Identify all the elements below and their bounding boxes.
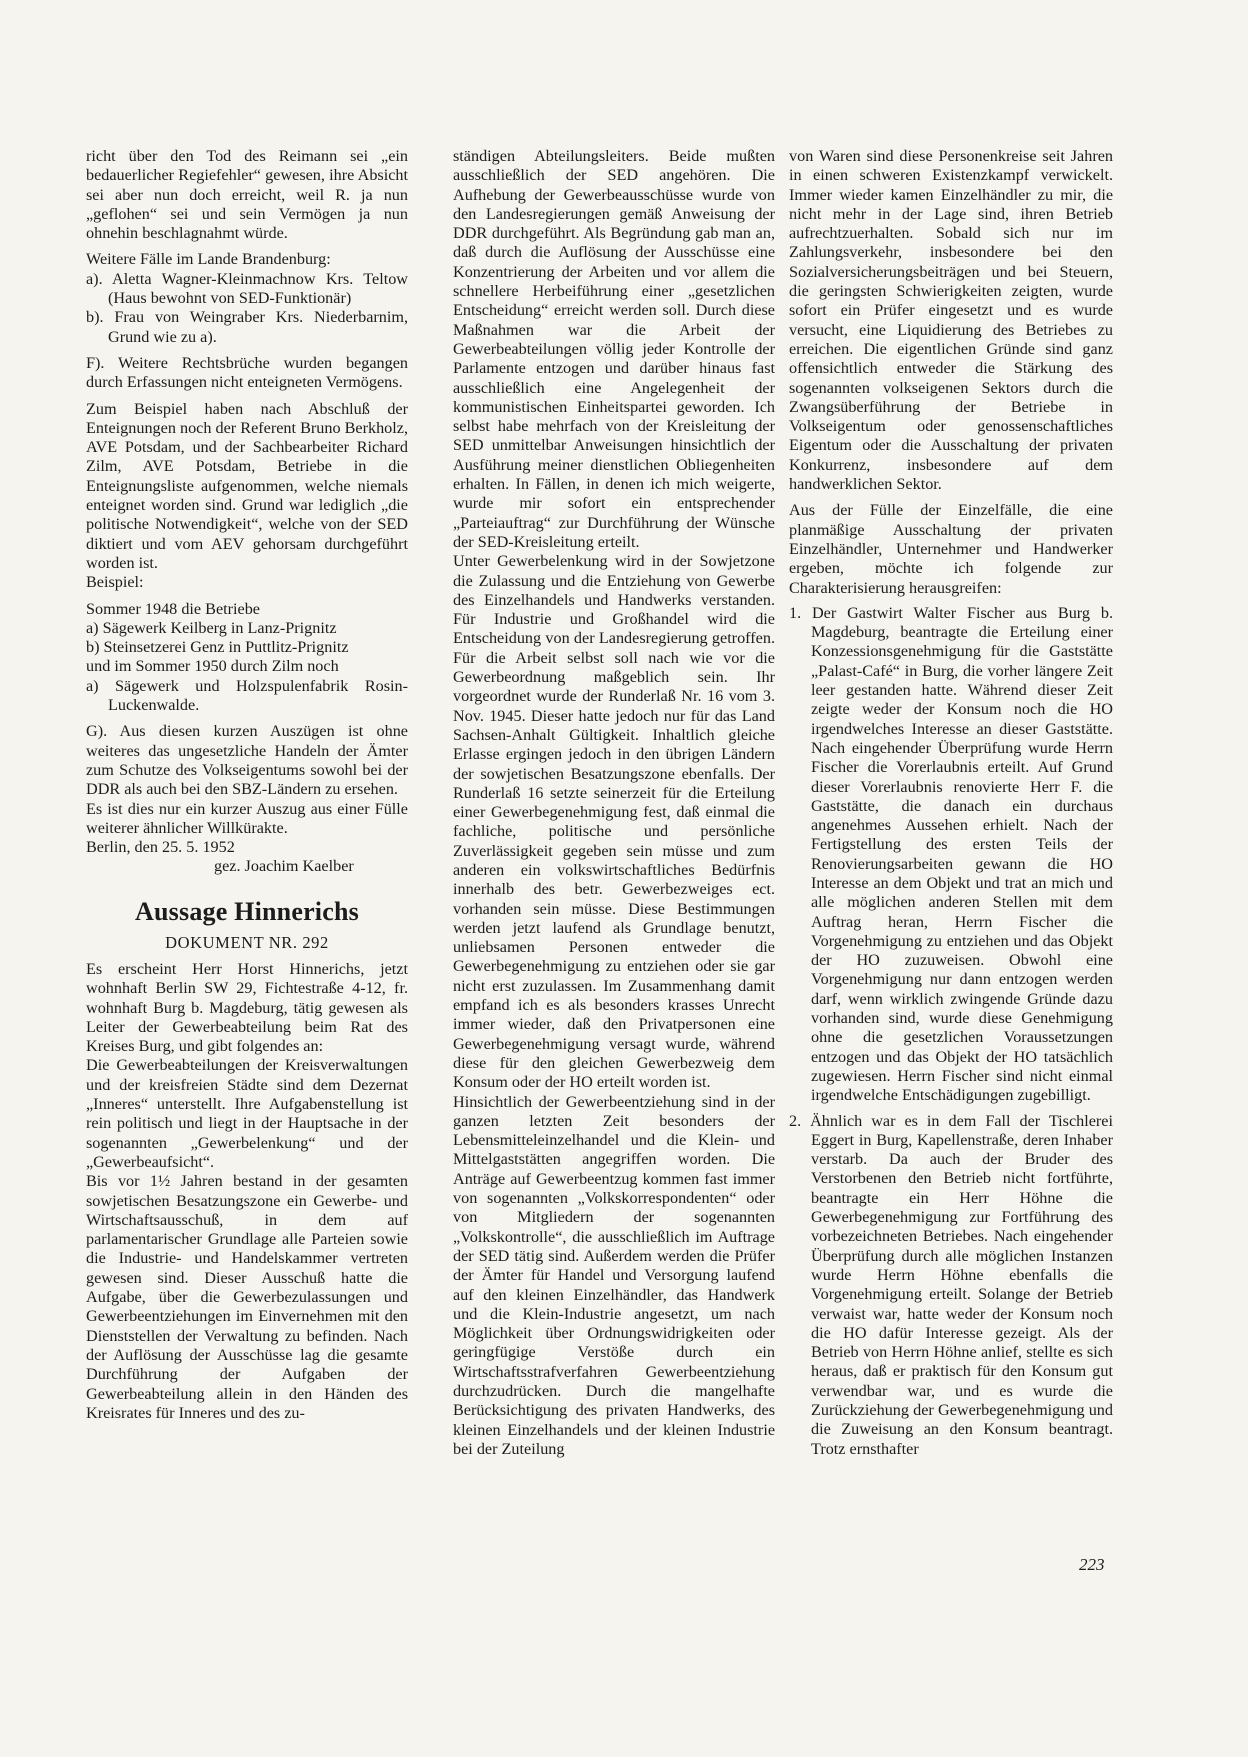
paragraph: Hinsichtlich der Gewerbeentziehung sind in der ganzen letzten Zeit besonders der Lebensmitteleinzelhandel und die Klein- und Mittelgaststätten angegriffen worden. Die Anträge auf Gewerbeentzug kommen fast immer von sogenannten „Volkskorrespondenten“ oder von Mitgliedern der sogenannten „Volkskontrolle“, die ausschließlich im Auftrage der SED tätig sind. Außerdem werden die Prüfer der Ämter für Handel und Versorgung laufend auf den kleinen Einzelhändler, das Handwerk und die Klein-Industrie angesetzt, um nach Möglichkeit über Ordnungswidrigkeiten oder geringfügige Verstöße durch ein Wirtschaftsstrafverfahren Gewerbeentziehung durchzudrücken. Durch die mangelhafte Berücksichtigung des privaten Handwerks, des kleinen Einzelhandels und der kleinen Industrie bei der Zuteilung [453,1092,775,1458]
paragraph: von Waren sind diese Personenkreise seit Jahren in einen schweren Existenzkampf verwickelt. Immer wieder kamen Einzelhändler zu mir, die nicht mehr in der Lage sind, ihren Betrieb aufrechtzuerhalten. Sobald sich nur im Zahlungsverkehr, insbesondere bei den Sozialversicherungsbeiträgen und bei Steuern, die geringsten Schwierigkeiten zeigten, wurde sofort ein Prüfer eingesetzt und es wurde versucht, eine Liquidierung des Betriebes zu erreichen. Die eigentlichen Gründe sind ganz offensichtlich entweder die Stärkung des sogenannten volkseigenen Sektors durch die Zwangsüberführung der Betriebe in Volkseigentum oder genossenschaftliches Eigentum oder die Ausschaltung der privaten Konkurrenz, insbesondere auf dem handwerklichen Sektor. [789,147,1113,494]
paragraph: G). Aus diesen kurzen Auszügen ist ohne weiteres das ungesetzliche Handeln der Ämter zum Schutze des Volkseigentums sowohl bei der DDR als auch bei den SBZ-Ländern zu ersehen. [86,722,408,799]
paragraph: Die Gewerbeabteilungen der Kreisverwaltungen und der kreisfreien Städte sind dem Dezernat „Inneres“ unterstellt. Ihre Aufgabenstellung ist rein politisch und liegt in der Hauptsache in der sogenannten „Gewerbelenkung“ und der „Gewerbeaufsicht“. [86,1056,408,1171]
paragraph: Beispiel: [86,573,144,592]
list-item: a). Aletta Wagner-Kleinmachnow Krs. Teltow (Haus bewohnt von SED-Funktionär) [86,269,408,308]
signature-name: gez. Joachim Kaelber [214,857,354,876]
paragraph: Weitere Fälle im Lande Brandenburg: [86,250,331,269]
paragraph: Zum Beispiel haben nach Abschluß der Enteignungen noch der Referent Bruno Berkholz, AVE Potsdam, und der Sachbearbeiter Richard Zilm, AVE Potsdam, Betriebe in die Enteignungsliste aufgenommen, welche niemals enteignet worden sind. Grund war lediglich „die politische Notwendigkeit“, welche von der SED diktiert und vom AEV gehorsam durchgeführt worden ist. [86,399,408,572]
paragraph: F). Weitere Rechtsbrüche wurden begangen durch Erfassungen nicht enteigneten Vermögens. [86,353,408,392]
list-item: a) Sägewerk Keilberg in Lanz-Prignitz [86,618,337,637]
column-middle [453,147,775,1459]
page-number: 223 [1079,1555,1105,1574]
column-left [86,147,408,1423]
paragraph: Es ist dies nur ein kurzer Auszug aus einer Fülle weiterer ähnlicher Willkürakte. [86,799,408,837]
paragraph: Aus der Fülle der Einzelfälle, die eine planmäßige Ausschaltung der privaten Einzelhändler, Unternehmer und Handwerker ergeben, möchte ich folgende zur Charakterisierung herausgreifen: [789,501,1113,597]
list-item: a) Sägewerk und Holzspulenfabrik Rosin-Luckenwalde. [86,676,408,715]
paragraph: ständigen Abteilungsleiters. Beide mußten ausschließlich der SED angehören. Die Aufhebung der Gewerbeausschüsse wurde von den Landesregierungen gemäß Anweisung der DDR durchgeführt. Als Begründung gab man an, daß durch die Auflösung der Ausschüsse eine Konzentrierung der Arbeiten und vor allem die schnellere Herbeiführung einer „gesetzlichen Entscheidung“ erreicht werden soll. Durch diese Maßnahmen war die Arbeit der Gewerbeabteilungen völlig jeder Kontrolle der Parlamente entzogen und darüber hinaus fast ausschließlich eine Angelegenheit der kommunistischen Einheitspartei geworden. Ich selbst habe mehrfach von der Kreisleitung der SED unmittelbar Anweisungen hinsichtlich der Ausführung meiner dienstlichen Obliegenheiten erhalten. In Fällen, in denen ich mich weigerte, wurde mir sofort ein entsprechender „Parteiauftrag“ zur Durchführung der Wünsche der SED-Kreisleitung erteilt. [453,147,775,551]
numbered-item: 1. Der Gastwirt Walter Fischer aus Burg b. Magdeburg, beantragte die Erteilung einer Konzessionsgenehmigung für die Gaststätte „Palast-Café“ in Burg, die vorher längere Zeit leer gestanden hatte. Während dieser Zeit zeigte weder der Konsum noch die HO irgendwelches Interesse an dieser Gaststätte. Nach eingehender Überprüfung wurde Herrn Fischer die Vorerlaubnis erteilt. Auf Grund dieser Vorerlaubnis renovierte Herr F. die Gaststätte, die danach ein durchaus angenehmes Aussehen erhielt. Nach der Fertigstellung des ersten Teils der Renovierungsarbeiten gewann die HO Interesse an dem Objekt und trat an mich und alle möglichen anderen Stellen mit dem Auftrag heran, Herrn Fischer die Vorgenehmigung zu entziehen und das Objekt der HO zuzuweisen. Obwohl eine Vorgenehmigung nur dann entzogen werden darf, wenn wirklich zwingende Gründe dazu vorhanden sind, wurde diese Genehmigung ohne die gesetzlichen Voraussetzungen entzogen und das Objekt der HO tatsächlich zugewiesen. Herrn Fischer sind nicht einmal irgendwelche Entschädigungen zugebilligt. [789,603,1113,1105]
section-heading: Aussage Hinnerichs [135,896,359,926]
document-number: DOKUMENT NR. 292 [165,932,329,952]
paragraph: Unter Gewerbelenkung wird in der Sowjetzone die Zulassung und die Entziehung von Gewerbe des Einzelhandels und Handwerks verstanden. Für Industrie und Großhandel wird die Entscheidung von der Landesregierung getroffen. Für die Arbeit selbst soll nach wie vor die Gewerbeordnung maßgeblich sein. Ihr vorgeordnet wurde der Runderlaß Nr. 16 vom 3. Nov. 1945. Dieser hatte jedoch nur für das Land Sachsen-Anhalt Gültigkeit. Inhaltlich gleiche Erlasse ergingen jedoch in den übrigen Ländern der sowjetischen Besatzungszone ebenfalls. Der Runderlaß 16 setzte seinerzeit für die Erteilung einer Gewerbegenehmigung fest, daß einmal die fachliche, politische und persönliche Zuverlässigkeit gegeben sein müsse und zum anderen ein volkswirtschaftliches Bedürfnis innerhalb des betr. Gewerbezweiges ect. vorhanden sein müsse. Diese Bestimmungen werden jetzt laufend als Grundlage benutzt, unliebsamen Personen entweder die Gewerbegenehmigung zu entziehen oder sie gar nicht erst zuzulassen. Im Zusammenhang damit empfand ich es als besonders krasses Unrecht immer wieder, daß den Privatpersonen eine Gewerbegenehmigung versagt wurde, während diese für den gleichen Gewerbezweig dem Konsum oder der HO erteilt worden ist. [453,552,775,1092]
paragraph: Sommer 1948 die Betriebe [86,599,260,618]
list-item: b) Steinsetzerei Genz in Puttlitz-Prignitz [86,638,349,657]
list-item: b). Frau von Weingraber Krs. Niederbarnim, Grund wie zu a). [86,308,408,346]
numbered-item: 2. Ähnlich war es in dem Fall der Tischlerei Eggert in Burg, Kapellenstraße, deren Inhaber verstarb. Da auch der Bruder des Verstorbenen den Betrieb nicht fortführte, beantragte ein Herr Höhne die Gewerbegenehmigung zur Fortführung des vorbezeichneten Betriebes. Nach eingehender Überprüfung durch alle möglichen Instanzen wurde Herrn Höhne ebenfalls die Vorgenehmigung erteilt. Solange der Betrieb verwaist war, hatte weder der Konsum noch die HO dafür Interesse gezeigt. Als der Betrieb von Herrn Höhne anlief, stellte es sich heraus, daß er praktisch für den Konsum gut verwendbar war, und es wurde die Zurückziehung der Gewerbegenehmigung und die Zuweisung an den Konsum beantragt. Trotz ernsthafter [789,1111,1113,1458]
signature-place-date: Berlin, den 25. 5. 1952 [86,838,235,857]
paragraph: Es erscheint Herr Horst Hinnerichs, jetzt wohnhaft Berlin SW 29, Fichtestraße 4-12, fr. wohnhaft Burg b. Magdeburg, tätig gewesen als Leiter der Gewerbeabteilung beim Rat des Kreises Burg, und gibt folgendes an: [86,959,408,1056]
column-right [789,147,1113,1459]
paragraph: Bis vor 1½ Jahren bestand in der gesamten sowjetischen Besatzungszone ein Gewerbe- und Wirtschaftsausschuß, in dem auf parlamentarischer Grundlage alle Parteien sowie die Industrie- und Handelskammer vertreten gewesen sind. Dieser Ausschuß hatte die Aufgabe, über die Gewerbezulassungen und Gewerbeentziehungen im Einvernehmen mit den Dienststellen der Verwaltung zu befinden. Nach der Auflösung der Ausschüsse lag die gesamte Durchführung der Aufgaben der Gewerbeabteilung allein in den Händen des Kreisrates für Inneres und des zu- [86,1172,408,1422]
paragraph: richt über den Tod des Reimann sei „ein bedauerlicher Regiefehler“ gewesen, ihre Absicht sei aber nun doch erreicht, weil R. ja nun „geflohen“ sei und sein Vermögen ja nun ohnehin beschlagnahmt würde. [86,147,408,243]
paragraph: und im Sommer 1950 durch Zilm noch [86,657,339,676]
